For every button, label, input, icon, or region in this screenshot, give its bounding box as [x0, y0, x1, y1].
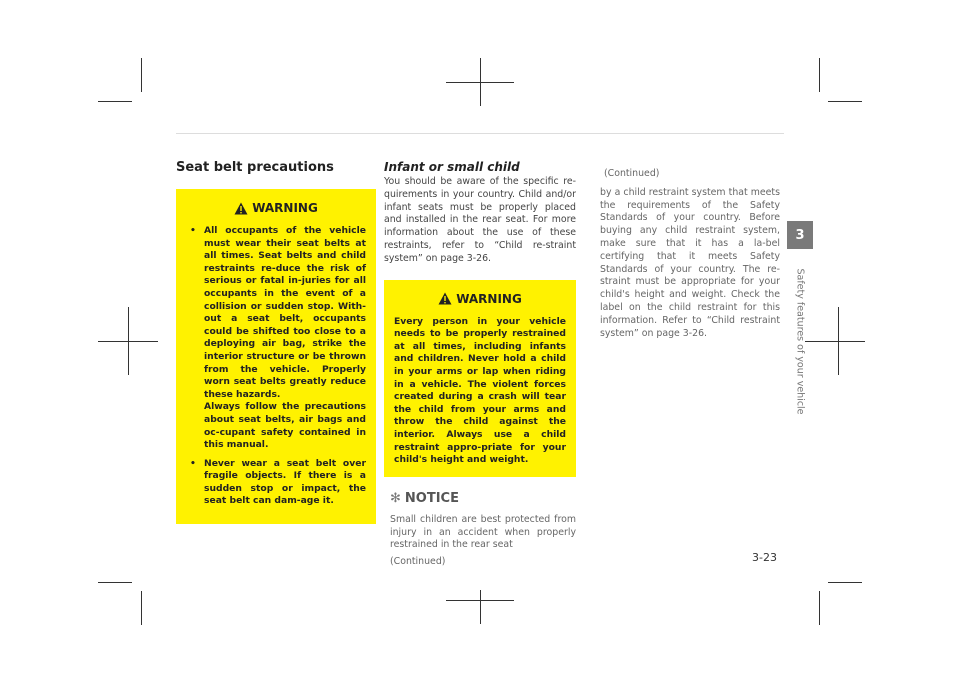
continued-label: (Continued) — [390, 556, 446, 568]
crop-mark — [828, 582, 862, 583]
crop-mark — [98, 582, 132, 583]
chapter-tab — [787, 221, 813, 249]
notice-text: Small children are best protected from injury in an accident when properly restrained in the rear seat — [390, 513, 576, 551]
warning-bullet-text-cont: Always follow the precautions about seat belts, air bags and oc-cupant safety contained in this manual. — [204, 401, 366, 451]
crop-mark — [819, 591, 820, 625]
chapter-number: 3 — [795, 227, 805, 243]
warning-header — [394, 292, 566, 306]
warning-list — [186, 225, 366, 508]
warning-bullet — [186, 458, 366, 508]
column-infant-or-small-child — [384, 160, 576, 569]
crop-mark — [98, 101, 132, 102]
header-rule — [176, 133, 784, 134]
registration-mark — [838, 307, 839, 375]
notice-text: by a child restraint system that meets the requirements of the Safety Standards of your country. Before buying any child restraint system, make sure that it has a la-bel certifying that it meets Safety Standards of your country. The re-straint must be appropriate for your child's height and weight. Check the label on the child restraint for this information. Refer to “Child restraint system” on page 3-26. — [600, 186, 780, 339]
chapter-side-title — [790, 256, 810, 426]
warning-bullet-text: Never wear a seat belt over fragile objects. If there is a sudden stop or impact, the seat belt can dam-age it. — [204, 457, 366, 507]
notice-label: NOTICE — [404, 490, 459, 506]
chapter-title: Safety features of your vehicle — [794, 267, 806, 415]
column-seat-belt-precautions — [176, 160, 376, 524]
crop-mark — [141, 591, 142, 625]
registration-mark — [480, 58, 481, 106]
subsection-title: Infant or small child — [384, 160, 520, 174]
warning-triangle-icon — [234, 202, 248, 215]
warning-triangle-icon — [438, 292, 452, 305]
notice-header — [390, 491, 576, 506]
body-paragraph: You should be aware of the specific re-quirements in your country. Child and/or infant seats must be properly placed and installed in the rear seat. For more information about the use of these restraints, refer to “Child re-straint system” on page 3-26. — [384, 176, 576, 264]
warning-box — [384, 280, 576, 477]
crop-mark — [819, 58, 820, 92]
crop-mark — [141, 58, 142, 92]
section-title: Seat belt precautions — [176, 160, 334, 175]
column-notice-continued — [600, 168, 780, 340]
warning-label: WARNING — [456, 291, 522, 306]
warning-header — [186, 201, 366, 215]
registration-mark — [480, 590, 481, 624]
warning-text: Every person in your vehicle needs to be properly restrained at all times, including infants and children. Never hold a child in your arms or lap when riding in a vehicle. The violent forces created during a crash will tear the child from your arms and throw the child against the interior. Always use a child restraint appro-priate for your child's height and weight. — [394, 315, 566, 466]
warning-bullet — [186, 225, 366, 452]
warning-bullet-text: All occupants of the vehicle must wear their seat belts at all times. Seat belts and child restraints re-duce the risk of serious or fatal in-juries for all occupants in the event of a collision or sudden stop. With-out a seat belt, occupants could be shifted too close to a deploying air bag, strike the interior structure or be thrown from the vehicle. Properly worn seat belts greatly reduce these hazards. — [204, 225, 366, 400]
asterisk-icon: ✻ — [390, 490, 401, 506]
continued-label: (Continued) — [604, 168, 660, 179]
crop-mark — [828, 101, 862, 102]
warning-label: WARNING — [252, 201, 318, 215]
page-number: 3-23 — [752, 551, 777, 564]
registration-mark — [805, 341, 865, 342]
warning-box — [176, 189, 376, 524]
registration-mark — [128, 307, 129, 375]
